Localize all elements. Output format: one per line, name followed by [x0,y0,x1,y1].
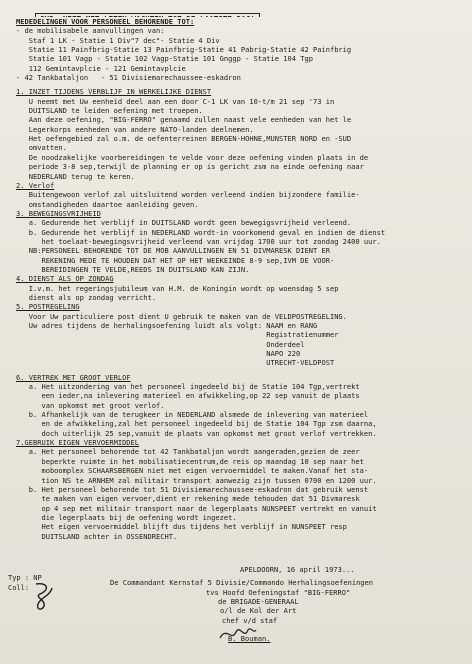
section-heading: 7.GEBRUIK EIGEN VERVOERMIDDEL [16,438,140,448]
text-line: het toelaat-bewegingsvrijheid verleend van vrijdag 1700 uur tot zondag 2400 uur. [16,236,381,246]
text-line: NB:PERSONEEL BEHORENDE TOT DE MOB AANVULLINGEN EN 51 DIVMARESK DIENT ER [16,246,330,256]
section-heading: 2. Verlof [16,180,55,190]
text-line: omstandigheden daartoe aanleiding geven. [16,199,199,209]
text-line: BEREIDINGEN TE VELDE,REEDS IN DUITSLAND KAN ZIJN. [16,264,250,274]
text-line: Voor Uw particuliere post dient U gebruik te maken van de VELDPOSTREGELING. [16,311,347,321]
intro-heading: MEDEDELINGEN VOOR PERSONEEL BEHORENDE TOT: [16,17,195,26]
text-line: 112 Gemintavplcie - 121 Gemintavplcie [16,63,186,73]
text-line: b. Gedurende het verblijf in NEDERLAND wordt-in voorkomend geval en indien de dienst [16,227,386,237]
text-line: a. Het personeel behorende tot 42 Tankbataljon wordt aangeraden,gezien de zeer [16,447,360,457]
text-line: a. Het uitzondering van het personeel ingedeeld bij de Statie 104 Tgp,vertrekt [16,382,360,392]
text-line: Statie 11 Painfbrig-Statie 13 Painfbrig-Statie 41 Pabrig-Statie 42 Painfbrig [16,45,352,55]
typist-line: Typ : NP [8,574,42,582]
text-line: van opkomst met groot verlof. [16,400,165,410]
text-line: I.v.m. het regeringsjubileum van H.M. de Koningin wordt op woensdag 5 sep [16,283,339,293]
section-heading: 3. BEWEGINGSVRIJHEID [16,208,101,218]
text-line: Buitengewoon verlof zal uitsluitend worden verleend indien bijzondere familie- [16,190,360,200]
place-date: APELDOORN, 16 april 1973... [240,565,355,574]
address-line: Onderdeel [16,339,305,349]
address-line: UTRECHT-VELDPOST [16,358,335,368]
text-line: doch uiterlijk 25 sep,vanuit de plaats van opkomst met groot verlof vertrekken. [16,428,377,438]
signature-line: tvs Hoofd Oefeningstaf "BIG-FERRO" [206,587,351,597]
initials-scribble-icon [30,580,56,614]
text-line: DUITSLAND achter in OSSENDRECHT. [16,531,178,541]
handwritten-signature [222,634,271,643]
text-line: a. Gedurende het verblijf in DUITSLAND wordt geen bewegigsvrijheid verleend. [16,218,352,228]
text-line: De noodzakelijke voorbereidingen te velde voor deze oefening vinden plaats in de [16,152,369,162]
signer-name: B. Bouman. [228,634,271,643]
text-line: - 42 Tankbataljon - 51 Divisiemarechaussee-eskadron [16,73,241,83]
signature-line: chef v/d staf [222,615,278,625]
text-line: periode 3-8 sep,terwijl de planning er op is gericht zsm na einde oefening naar [16,162,364,172]
section-heading: 5. POSTREGELING [16,302,80,312]
text-line: Uw adres tijdens de herhalingsoefening luidt als volgt: NAAM en RANG [16,321,318,330]
text-line: te maken van eigen vervoer,dient er rekening mede tehouden dat 51 Divmaresk [16,494,360,504]
text-line: DUITSLAND te leiden oefening met troepen. [16,106,203,116]
address-line: Registratienummer [16,330,339,340]
section-heading: 4. DIENST ALS OP ZONDAG [16,274,114,284]
text-line: Staf 1 LK - Statie 1 Div"7 dec"- Statie 4 Div [16,35,220,45]
text-line: en de afwikkeling,zal het personeel ingedeeld bij de Statie 104 Tgp zsm daarna, [16,419,377,429]
text-line: omvatten. [16,143,67,153]
text-line: moboomplex SCHAARSBERGEN niet met eigen vervoermiddel te maken.Vanaf het sta- [16,466,369,476]
text-line: Legerkorps eenheden van andere NATO-landen deelnemen. [16,124,254,134]
text-line: tion NS te ARNHEM zal militair transport aanwezig zijn tussen 0700 en 1200 uur. [16,475,377,485]
signature-line: de BRIGADE-GENERAAL [218,597,299,607]
text-line: REKENING MEDE TE HOUDEN DAT HET OP HET WEEKEINDE 8-9 sep,IVM DE VOOR- [16,255,335,265]
section-heading: 6. VERTREK MET GROOT VERLOF [16,372,131,382]
text-line: Statie 101 Vagp - Statie 102 Vagp-Statie 101 Gnggp - Statie 104 Tgp [16,54,313,64]
text-line: dienst als op zondag verricht. [16,292,157,302]
text-line: Aan deze oefening, "BIG-FERRO" genaamd zullen naast vele eenheden van het le [16,115,352,125]
text-line: beperkte ruimte in het mobilisatiecentrum,de reis op maandag 10 sep naar het [16,456,364,466]
signature-line: o/l de Kol der Art [220,606,297,616]
signature-block [110,565,460,625]
text-line: een ieder,na inlevering materieel en afwikkeling,op 22 sep vanuit de plaats [16,391,360,401]
text-line: Het oefengebied zal o.m. de oefenterreinen BERGEN-HOHNE,MUNSTER NORD en -SUD [16,134,352,144]
text-line: op 4 sep met militair transport naar de legerplaats NUNSPEET vertrekt en vanuit [16,503,377,513]
text-line: b. Afhankelijk van de terugkeer in NEDERLAND alsmede de inlevering van materieel [16,410,369,420]
text-line: NEDERLAND terug te keren. [16,171,135,181]
notice-row [16,4,462,17]
text-line: b. Het personeel behorende tot 51 Divisiemarechaussee-eskadron dat gebruik wenst [16,484,369,494]
section-heading: 1. INZET TIJDENS VERBLIJF IN WERKELIJKE DIENST [16,87,212,97]
address-line: NAPO 220 [16,349,301,359]
text-line: - de mobilisabele aanvullingen van: [16,26,165,36]
signature-line: De Commandant Kernstaf 5 Divisie/Commando Herhalingsoefeningen [110,578,374,588]
text-line: die legerplaats bij de oefening wordt ingezet. [16,512,237,522]
coll-line: Coll: [8,583,30,592]
text-line: U neemt met Uw eenheid deel aan een door C-1 LK van 10-t/m 21 sep '73 in [16,96,335,106]
text-line: Het eigen vervoermiddel blijft dus tijdens het verblijf in NUNSPEET resp [16,522,347,532]
